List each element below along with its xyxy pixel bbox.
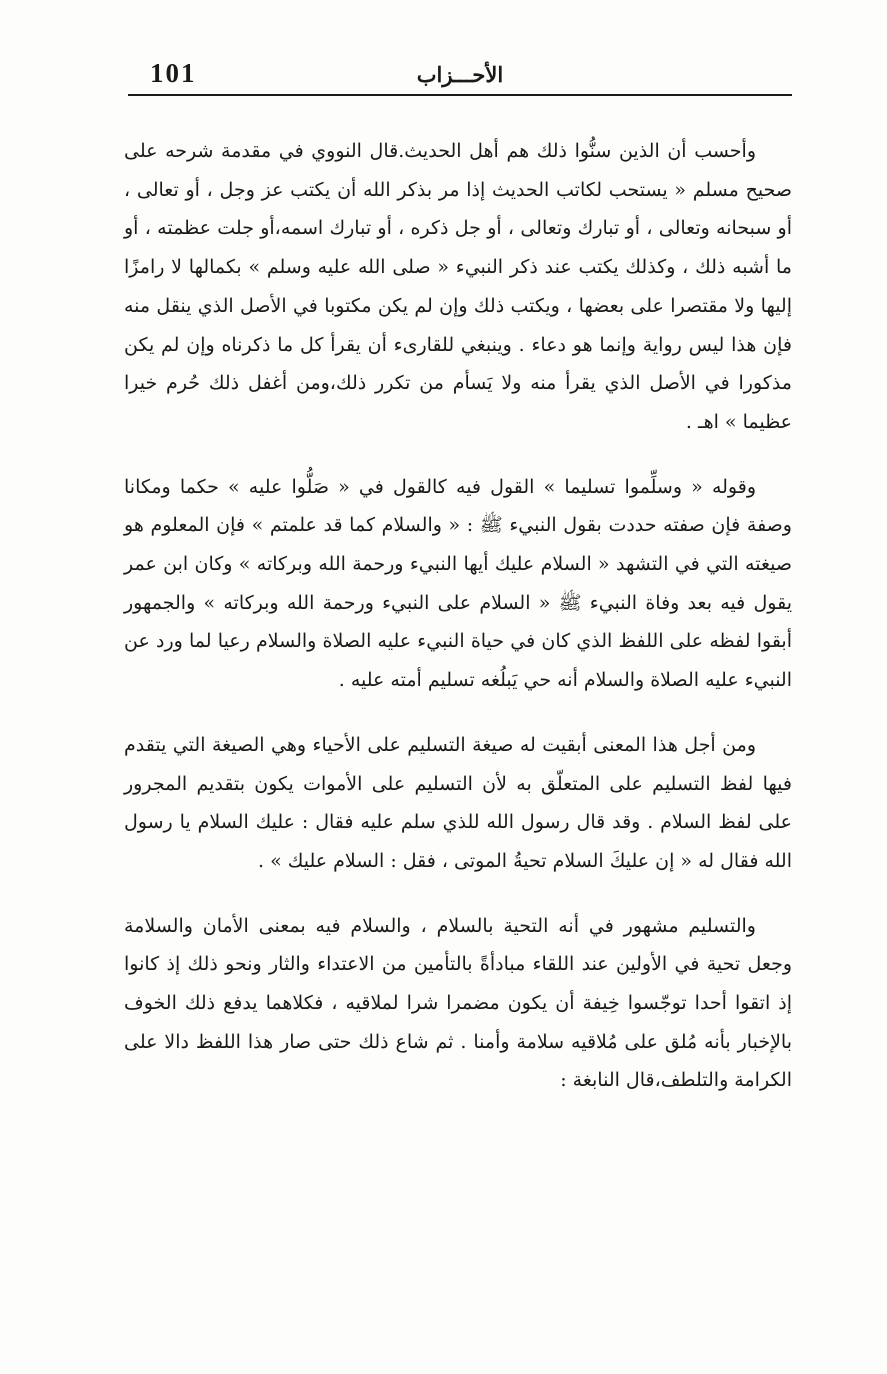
paragraph-3: ومن أجل هذا المعنى أبقيت له صيغة التسليم على الأحياء وهي الصيغة التي يتقدم فيها لفظ التسليم على المتعلّق به لأن التسليم على الأموات يكون بتقديم المجرور على لفظ السلام . وقد قال رسول الله للذي سلم عليه فقال : عليك السلام يا رسول الله فقال له « إن عليكَ السلام تحيةُ الموتى ، فقل : السلام عليك » . [124, 733, 792, 872]
page-header [128, 52, 792, 96]
page-number: 101 [150, 58, 197, 88]
paragraph-2: وقوله « وسلِّموا تسليما » القول فيه كالقول في « صَلُّوا عليه » حكما ومكانا وصفة فإن صفته حددت بقول النبيء ﷺ : « والسلام كما قد علمتم » فإن المعلوم هو صيغته التي في التشهد « السلام عليك أيها النبيء ورحمة الله وبركاته » وكان ابن عمر يقول فيه بعد وفاة النبيء ﷺ « السلام على النبيء ورحمة الله وبركاته » والجمهور أبقوا لفظه على اللفظ الذي كان في حياة النبيء عليه الصلاة والسلام رعيا لما ورد عن النبيء عليه الصلاة والسلام أنه حي يَبلُغه تسليم أمته عليه . [124, 475, 792, 692]
paragraph-4: والتسليم مشهور في أنه التحية بالسلام ، والسلام فيه بمعنى الأمان والسلامة وجعل تحية في الأولين عند اللقاء مبادأةً بالتأمين من الاعتداء والثار ونحو ذلك إذ كانوا إذ اتقوا أحدا توجّسوا خِيفة أن يكون مضمرا شرا لملاقيه ، فكلاهما يدفع ذلك الخوف بالإخبار بأنه مُلق على مُلاقيه سلامة وأمنا . ثم شاع ذلك حتى صار هذا اللفظ دالا على الكرامة والتلطف،قال النابغة : [124, 914, 792, 1092]
paragraph-1: وأحسب أن الذين سنُّوا ذلك هم أهل الحديث.قال النووي في مقدمة شرحه على صحيح مسلم « يستحب لكاتب الحديث إذا مر بذكر الله أن يكتب عز وجل ، أو تعالى ، أو سبحانه وتعالى ، أو تبارك وتعالى ، أو جل ذكره ، أو تبارك اسمه،أو جلت عظمته ، أو ما أشبه ذلك ، وكذلك يكتب عند ذكر النبيء « صلى الله عليه وسلم » بكمالها لا رامزًا إليها ولا مقتصرا على بعضها ، ويكتب ذلك وإن لم يكن مكتوبا في الأصل الذي ينقل منه فإن هذا ليس رواية وإنما هو دعاء . وينبغي للقارىء أن يقرأ كل ما ذكرناه وإن لم يكن مذكورا في الأصل الذي يقرأ منه ولا يَسأم من تكرر ذلك،ومن أغفل ذلك حُرم خيرا عظيما » اهـ . [124, 140, 792, 433]
header-rule [128, 94, 792, 96]
body-text [124, 132, 792, 1126]
running-title: الأحـــزاب [416, 62, 504, 87]
